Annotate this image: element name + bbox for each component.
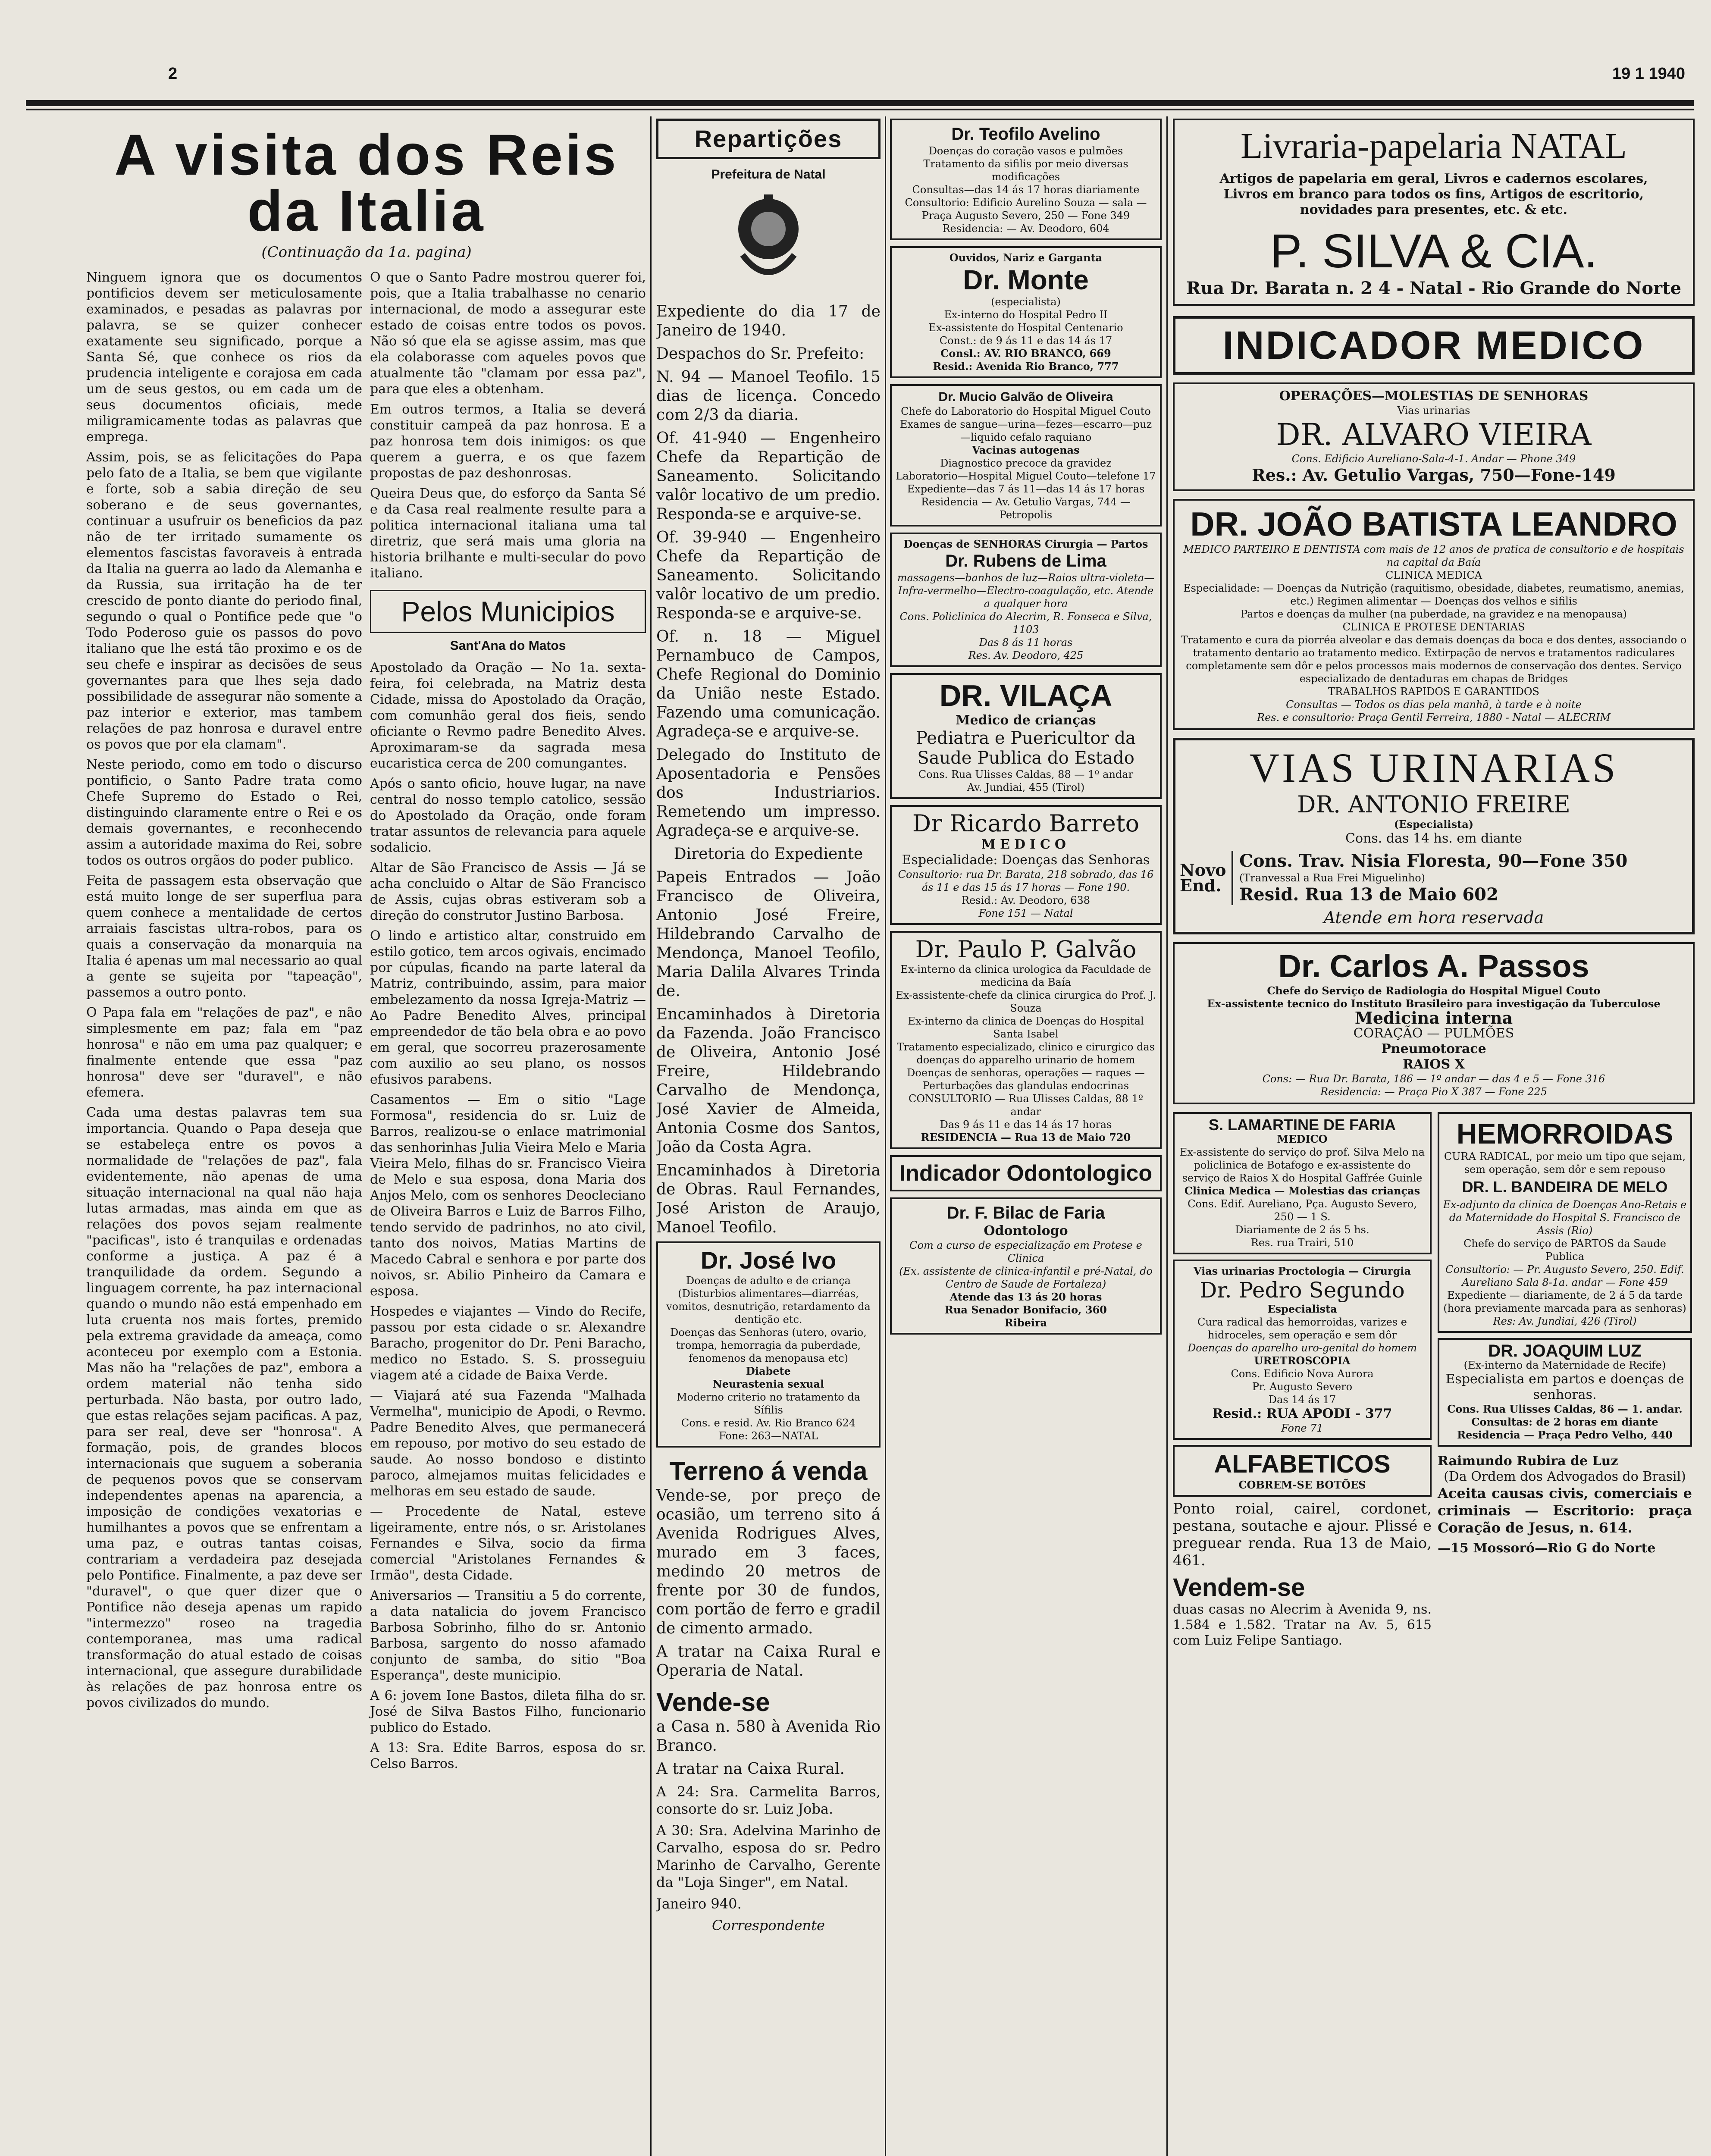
ad-alfabeticos <box>1173 1445 1432 1497</box>
ad-alfabeticos-title: ALFABETICOS <box>1214 1450 1391 1478</box>
ad-line: Fone 71 <box>1281 1422 1323 1434</box>
ad-teofilo <box>890 119 1162 240</box>
ad-line: Fone: 263—NATAL <box>719 1430 818 1442</box>
ad-barreto-name: Dr Ricardo Barreto <box>912 810 1140 837</box>
ad-line: Moderno criterio no tratamento da Sífilis <box>677 1391 860 1416</box>
ad-line: Consultorio: — Pr. Augusto Severo, 250. Edif. Aureliano Sala 8-1a. andar — Fone 459 <box>1445 1263 1684 1288</box>
article-paragraph: O Papa fala em "relações de paz", e não simplesmente em paz; fala em "paz honrosa" e não em uma paz qualquer; e finalmente entende que essa "paz honrosa" deve ser "duravel", e não efemera. <box>86 1005 362 1100</box>
ad-rubira-name: Raimundo Rubira de Luz <box>1438 1454 1618 1469</box>
ad-passos <box>1173 942 1695 1104</box>
ad-line: Tratamento e cura da piorréa alveolar e das demais doenças da boca e dos dentes, associando o tratamento dentario ao tratamento medico. Extirpação de nervos e tratamentos radiculares completamente sem dôr e pelos processos mais modernos de conservação dos dentes. Serviço especializado de dentaduras em chapas de Bridges <box>1181 634 1687 685</box>
ad-line: (Especialista) <box>1394 818 1474 830</box>
ad-line: Av. Jundiai, 455 (Tirol) <box>967 781 1085 793</box>
ad-line: Res: Av. Jundiai, 426 (Tirol) <box>1493 1315 1637 1327</box>
ad-line: Ex-adjunto da clinica de Doenças Ano-Retais e da Maternidade do Hospital S. Francisco de Assis (Rio) <box>1443 1199 1687 1237</box>
ad-line: Das 14 ás 17 <box>1268 1394 1336 1406</box>
ad-line: Pediatra e Puericultor da Saude Publica do Estado <box>916 728 1136 768</box>
ad-indicador-odonto <box>890 1155 1162 1191</box>
ad-line: Residencia — Av. Getulio Vargas, 744 — Petropolis <box>921 496 1131 521</box>
municipios-paragraph: A 13: Sra. Edite Barros, esposa do sr. Celso Barros. <box>370 1740 646 1771</box>
ad-line: Ex-assistente do serviço do prof. Silva Melo na policlinica de Botafogo e ex-assistente do serviço de Raios X do Hospital Gaffrée Guinle <box>1179 1146 1425 1184</box>
ad-vende-title: Vende-se <box>656 1688 770 1717</box>
ad-line: Consultas—das 14 ás 17 horas diariamente <box>912 184 1140 196</box>
ad-terreno-contact: A tratar na Caixa Rural e Operaria de Natal. <box>656 1643 881 1680</box>
ad-hemorroidas-name: DR. L. BANDEIRA DE MELO <box>1462 1178 1668 1196</box>
article-paragraph: Feita de passagem esta observação que está muito longe de ser superflua para quem conhece a mentalidade de certos arraiais fascistas ultra-robos, para os quais a conservação da monarquia na Italia é apenas um mal necessario ao qual a gente se sujeita por "tapeação", passemos a outro ponto. <box>86 873 362 1000</box>
article-col1 <box>86 270 362 1776</box>
reparticoes-column <box>656 119 881 2156</box>
ad-livraria-title: Livraria-papelaria NATAL <box>1241 126 1627 166</box>
ad-livraria <box>1173 119 1695 306</box>
ad-line: Consultorio: Edificio Aurelino Souza — sala — Praça Augusto Severo, 250 — Fone 349 <box>905 197 1147 222</box>
top-rule <box>26 100 1694 106</box>
municipios-title: Pelos Municipios <box>401 595 615 627</box>
ad-vendem-title: Vendem-se <box>1173 1573 1305 1601</box>
ad-line: Expediente—das 7 ás 11—das 14 ás 17 horas <box>907 483 1145 495</box>
ad-vias-urinarias <box>1173 738 1695 934</box>
aniversario-extra: Janeiro 940. <box>656 1896 742 1912</box>
ad-monte <box>890 246 1162 378</box>
ad-terreno-text: Vende-se, por preço de ocasião, um terreno sito á Avenida Rodrigues Alves, murado em 3 faces, medindo 20 metros de frente por 30 de fundos, com portão de ferro e gradil de cimento armado. <box>656 1487 881 1637</box>
ad-mucio <box>890 384 1162 526</box>
ad-line: Partos e doenças da mulher (na puberdade, na gravidez e na menopausa) <box>1241 608 1627 620</box>
ad-hemorroidas <box>1438 1112 1692 1333</box>
ad-line: Consl.: AV. RIO BRANCO, 669 <box>940 347 1111 360</box>
ad-line: Cons. Rua Ulisses Caldas, 88 — 1º andar <box>918 768 1134 780</box>
ad-line: Clinica Medica — Molestias das crianças <box>1184 1185 1420 1197</box>
article-paragraph: Queira Deus que, do esforço da Santa Sé e da Casa real realmente resulte para a politica internacional italiana uma tal diretriz, que será mais uma gloria na historia brilhante e multi-secular do povo italiano. <box>370 486 646 581</box>
ad-line: Ex-interno da clinica de Doenças do Hospital Santa Isabel <box>908 1015 1144 1040</box>
ad-line: (Da Ordem dos Advogados do Brasil) <box>1444 1469 1686 1484</box>
ad-indicador-odonto-title: Indicador Odontologico <box>899 1161 1153 1186</box>
reparticoes-paragraph: Papeis Entrados — João Francisco de Oliveira, Antonio José Freire, Hildebrando Carvalho de Mendonça, Manoel Teofilo, Maria Dalila Alvares Trinda de. <box>656 868 881 1000</box>
ad-line: Expediente — diariamente, de 2 á 5 da tarde (hora previamente marcada para as senhoras) <box>1443 1289 1686 1314</box>
article-paragraph: Assim, pois, se as felicitações do Papa pelo fato de a Italia, se bem que vigilante e forte, sob a sabia direção de seu soberano e de seus governantes, continuar a usufruir os beneficios da paz não de ter irritado sumamente os elementos fascistas favoraveis à entrada da Italia na guerra ao lado da Alemanha e da Russia, sua irritação ha de ter crescido de ponto diante do periodo final, segundo o qual o Pontifice pede que "o Todo Poderoso guie os passos do povo italiano que lhe está tão proximo e os de seu chefe e inspirar as decisões de seus governantes para que lhes seja dado possibilidade de assegurar não somente a paz interior e exterior, mas tambem relações de paz honrosa e duravel entre os povos que por ela clamam". <box>86 450 362 752</box>
ad-line: Medico de crianças <box>956 713 1096 728</box>
ad-line: Fone 151 — Natal <box>978 907 1073 919</box>
doctors-column <box>890 119 1162 2156</box>
ad-alfabeticos-text: Ponto roial, cairel, cordonet, pestana, soutache e ajour. Plissé e preguear renda. Rua 13 de Maio, 461. <box>1173 1500 1432 1569</box>
ad-terreno-title: Terreno á venda <box>669 1457 868 1485</box>
ad-line: Pr. Augusto Severo <box>1252 1381 1353 1393</box>
article-paragraph: Neste periodo, como em todo o discurso pontificio, o Santo Padre trata como Chefe Supremo do Estado o Rei, distinguindo claramente entre o Rei e os demais governantes, e reconhecendo assim a autoridade maxima do Rei, sobre todos os outros orgãos do poder publico. <box>86 757 362 868</box>
ad-monte-name: Dr. Monte <box>963 264 1089 295</box>
ad-line: MEDICO <box>981 837 1071 852</box>
ad-line: Rua Dr. Barata n. 2 4 - Natal - Rio Grande do Norte <box>1186 278 1682 298</box>
ad-line: MEDICO PARTEIRO E DENTISTA com mais de 12 anos de pratica de consultorio e de hospitais na capital da Baía <box>1183 543 1684 568</box>
ad-line: Resid.: RUA APODI - 377 <box>1212 1406 1392 1421</box>
ad-barreto <box>890 805 1162 925</box>
article-paragraph: O que o Santo Padre mostrou querer foi, pois, que a Italia trabalhasse no cenario internacional, de modo a assegurar este estado de coisas entre todos os povos. Não só que ela se agisse assim, mas que ela colaborasse com aqueles povos que atualmente tão "clamam por essa paz", para que eles a obtenham. <box>370 270 646 397</box>
ad-line: Resid. Rua 13 de Maio 602 <box>1239 884 1498 905</box>
municipios-paragraph: Após o santo oficio, houve lugar, na nave central do nosso templo catolico, sessão do Apostolado da Oração, onde foram tratar assuntos de relevancia para aquele sodalicio. <box>370 776 646 855</box>
indicador-medico-box <box>1173 316 1695 375</box>
reparticoes-paragraph: Despachos do Sr. Prefeito: <box>656 345 865 363</box>
ad-line: Cura radical das hemorroidas, varizes e hidroceles, sem operação e sem dôr <box>1197 1316 1407 1341</box>
ad-passos-name: Dr. Carlos A. Passos <box>1278 948 1589 984</box>
ad-line: Das 9 ás 11 e das 14 ás 17 horas <box>940 1119 1112 1131</box>
article-visita <box>86 119 647 2156</box>
ad-line: TRABALHOS RAPIDOS E GARANTIDOS <box>1328 686 1539 698</box>
ad-line: Doenças de SENHORAS Cirurgia — Partos <box>903 538 1148 550</box>
indicador-medico-title: INDICADOR MEDICO <box>1222 323 1645 367</box>
ad-line: Res. rua Trairi, 510 <box>1250 1237 1354 1249</box>
ad-line: Cons. Edificio Nova Aurora <box>1231 1368 1374 1380</box>
ad-rubens <box>890 533 1162 667</box>
ad-line: Diabete <box>746 1365 791 1377</box>
ad-line: Especialidade: — Doenças da Nutrição (raquitismo, obesidade, diabetes, reumatismo, anemias, etc.) Regimen alimentar — Doenças dos velhos e sifilis <box>1183 582 1684 607</box>
ad-line: Exames de sangue—urina—fezes—escarro—puz—liquido cefalo raquiano <box>899 418 1152 443</box>
ad-line: Cons. Edificio Aureliano-Sala-4-1. Andar — Phone 349 <box>1291 453 1576 465</box>
column-rule <box>650 116 652 2156</box>
column-rule <box>885 116 886 2156</box>
ad-line: massagens—banhos de luz—Raios ultra-violeta—Infra-vermelho—Electro-coagulação, etc. Atende a qualquer hora <box>897 572 1155 610</box>
aniversario-extra: A 30: Sra. Adelvina Marinho de Carvalho, esposa do sr. Pedro Marinho de Carvalho, Gerente da "Loja Singer", em Natal. <box>656 1822 881 1890</box>
reparticoes-paragraph: Of. n. 18 — Miguel Pernambuco de Campos, Chefe Regional do Dominio da União neste Estado. Fazendo uma comunicação. Agradeça-se e arquive-se. <box>656 628 881 740</box>
ad-line: RESIDENCIA — Rua 13 de Maio 720 <box>921 1131 1131 1144</box>
date-line: 19 1 1940 <box>1612 65 1685 83</box>
ad-vendem-text: duas casas no Alecrim à Avenida 9, ns. 1.584 e 1.582. Tratar na Av. 5, 615 com Luiz Felipe Santiago. <box>1173 1602 1432 1648</box>
municipios-paragraph: — Viajará até sua Fazenda "Malhada Vermelha", municipio de Apodi, o Revmo. Padre Benedito Alves, que permanecerá em repouso, por motivo do seu estado de saude. Ao nosso bondoso e distinto paroco, almejamos muitas felicidades e melhoras em seu estado de saude. <box>370 1388 646 1499</box>
ad-line: Ouvidos, Nariz e Garganta <box>949 251 1103 264</box>
ad-faria <box>1173 1112 1432 1254</box>
ad-line: Atende em hora reservada <box>1323 908 1544 927</box>
municipios-paragraph: Altar de São Francisco de Assis — Já se acha concluido o Altar de São Francisco de Assis, cujas obras estiveram sob a direção do construtor Justino Barbosa. <box>370 860 646 923</box>
article-paragraph: Cada uma destas palavras tem sua importancia. Quando o Papa deseja que se estabeleça entre os povos a normalidade de "relações de paz", fala evidentemente, não apenas de uma situação internacional na qual não haja lutas armadas, mas ainda em que as relações dos povos sejam realmente "pacificas", isto é tranquilas e ordenadas conforme a justiça. A paz é a tranquilidade da ordem. Segundo a linguagem corrente, ha paz internacional quando o mundo não está empenhado em luta cruenta nos mais fortes, premido pela extrema gravidade da ameaça, como aconteceu por exemplo com a Estonia. Mas não ha "relações de paz", embora a ordem material não tenha sido perturbada. Não basta, por outro lado, que estas relações sejam pacificas. A paz, para ser real, deve ser "honrosa". A formação, pois, de grandes blocos internacionais que suguem a soberania de pequenos povos que se conservam independentes apenas na aparencia, a imposição de condições vexatorias e humilhantes a povos que se enfrentam a uma paz, e outras tantas coisas, contrariam a verdadeira paz desejada pelo Pontifice. Finalmente, a paz deve ser "duravel", o que quer dizer que o Pontifice não deseja apenas um rapido "intermezzo" roseo na tragedia contemporanea, mas uma radical transformação do atual estado de coisas internacional, que assegure durabilidade às relações de paz honrosa entre os povos civilizados do mundo. <box>86 1105 362 1711</box>
ad-line: Diariamente de 2 ás 5 hs. <box>1235 1224 1369 1236</box>
ad-mucio-name: Dr. Mucio Galvão de Oliveira <box>938 390 1113 404</box>
ad-line: CLINICA E PROTESE DENTARIAS <box>1342 621 1525 633</box>
ad-line: Novo <box>1180 860 1226 880</box>
ad-line: Consultorio: rua Dr. Barata, 218 sobrado, das 16 ás 11 e das 15 ás 17 horas — Fone 190. <box>898 868 1154 893</box>
ad-line: Cons. Policlinica do Alecrim, R. Fonseca e Silva, 1103 <box>899 611 1152 636</box>
ad-vende-contact: A tratar na Caixa Rural. <box>656 1760 845 1778</box>
municipios-subtitle: Sant'Ana do Matos <box>450 639 566 653</box>
ad-line: Ex-assistente do Hospital Centenario <box>928 322 1123 334</box>
ad-line: Especialidade: Doenças das Senhoras <box>902 852 1150 868</box>
municipios-paragraph: O lindo e artistico altar, construido em estilo gotico, tem arcos ogivais, encimado por cúpulas, ficando na parte lateral da Matriz, contribuindo, assim, para maior embelezamento da nossa Igreja-Matriz — Ao Padre Benedito Alves, principal empreendedor de tão bela obra e ao povo em geral, que socorreu prazerosamente com auxilio ao seu plano, os nossos efusivos parabens. <box>370 928 646 1087</box>
coat-of-arms-emblem <box>725 190 812 294</box>
reparticoes-paragraph: N. 94 — Manoel Teofilo. 15 dias de licença. Concedo com 2/3 da diaria. <box>656 368 881 424</box>
ad-line: Cons. Trav. Nisia Floresta, 90—Fone 350 <box>1239 851 1628 871</box>
reparticoes-paragraph: Of. 41-940 — Engenheiro Chefe da Repartição de Saneamento. Solicitando valôr locativo de um predio. Responda-se e arquive-se. <box>656 429 881 523</box>
ad-line: MEDICO <box>1277 1133 1328 1145</box>
ad-line: Resid.: Av. Deodoro, 638 <box>962 894 1090 906</box>
article-col2 <box>370 270 646 1776</box>
ad-line: Cons. Rua Ulisses Caldas, 86 — 1. andar. Consultas: de 2 horas em diante <box>1447 1403 1683 1428</box>
ad-line: Doenças de senhoras, operações — raques — Perturbações das glandulas endocrinas <box>907 1067 1145 1092</box>
ad-line: (especialista) <box>991 296 1061 308</box>
reparticoes-paragraph: Encaminhados à Diretoria da Fazenda. João Francisco de Oliveira, Antonio José Freire, Hildebrando Carvalho de Mendonça, José Xavier de Almeida, Antonia Cosme dos Santos, João da Costa Agra. <box>656 1006 881 1156</box>
ad-alvaro <box>1173 382 1695 491</box>
ad-rubira-text: Aceita causas civis, comerciais e criminais — Escritorio: praça Coração de Jesus, n. 614. <box>1438 1485 1692 1536</box>
ad-line: Const.: de 9 ás 11 e das 14 ás 17 <box>939 335 1112 347</box>
reparticoes-subheading: Diretoria do Expediente <box>674 845 863 863</box>
ad-line: Cons. das 14 hs. em diante <box>1345 831 1522 846</box>
ad-faria-dentist <box>890 1197 1162 1335</box>
page-number: 2 <box>168 65 178 83</box>
ad-line: CLINICA MEDICA <box>1385 569 1482 581</box>
ad-line: Chefe do Laboratorio do Hospital Miguel Couto <box>901 405 1151 417</box>
ad-segundo <box>1173 1260 1432 1440</box>
ad-line: OPERAÇÕES—MOLESTIAS DE SENHORAS <box>1279 389 1589 404</box>
ad-line: Pneumotorace <box>1381 1041 1486 1056</box>
column-rule <box>1166 116 1168 2156</box>
ad-line: Ex-interno do Hospital Pedro II <box>944 309 1108 321</box>
aniversario-extra: A 24: Sra. Carmelita Barros, consorte do sr. Luiz Joba. <box>656 1783 881 1817</box>
ad-line: Rua Senador Bonifacio, 360 <box>945 1304 1107 1316</box>
ad-vilaca <box>890 673 1162 799</box>
article-title-line2: da Italia <box>247 179 486 243</box>
ad-line: Doenças das Senhoras (utero, ovario, trompa, hemorragia da puberdade, fenomenos da menopausa etc) <box>670 1326 867 1364</box>
ad-line: Tratamento da sifilis por meio diversas modificações <box>923 158 1128 183</box>
ad-line: (Ex. assistente de clinica-infantil e pré-Natal, do Centro de Saude de Fortaleza) <box>899 1265 1153 1290</box>
ad-line: CONSULTORIO — Rua Ulisses Caldas, 88 1º andar <box>909 1093 1143 1118</box>
ad-line: End. <box>1180 876 1222 895</box>
ad-jose-ivo-name: Dr. José Ivo <box>700 1247 837 1274</box>
ad-galvao-name: Dr. Paulo P. Galvão <box>915 936 1137 963</box>
municipios-paragraph: Aniversarios — Transitiu a 5 do corrente, a data natalicia do jovem Francisco Barbosa Sobrinho, filho do sr. Antonio Barbosa, sargento do nosso afamado conjunto de samba, do sitio "Boa Esperança", deste municipio. <box>370 1588 646 1683</box>
ad-line: Das 8 ás 11 horas <box>979 636 1073 649</box>
ad-line: Ex-assistente tecnico do Instituto Brasileiro para investigação da Tuberculose <box>1207 997 1661 1010</box>
ad-line: Ex-interno da clinica urologica da Faculdade de medicina da Baía <box>900 963 1151 988</box>
reparticoes-paragraph: Of. 39-940 — Engenheiro Chefe da Repartição de Saneamento. Solicitando valôr locativo de um predio. Responda-se e arquive-se. <box>656 529 881 622</box>
ad-rubens-name: Dr. Rubens de Lima <box>945 552 1106 570</box>
ad-line: Ex-assistente-chefe da clinica cirurgica do Prof. J. Souza <box>896 989 1156 1014</box>
reparticoes-paragraph: Expediente do dia 17 de Janeiro de 1940. <box>656 303 881 339</box>
ad-line: CURA RADICAL, por meio um tipo que sejam, sem operação, sem dôr e sem repouso <box>1444 1150 1686 1175</box>
ad-line: Consultas — Todos os dias pela manhã, à tarde e à noite <box>1286 699 1582 711</box>
ad-line: Vacinas autogenas <box>972 444 1080 456</box>
reparticoes-paragraph: Delegado do Instituto de Aposentadoria e Pensões dos Industriarios. Remetendo um impresso. Agradeça-se e arquive-se. <box>656 746 881 840</box>
ad-line: Doenças de adulto e de criança (Disturbios alimentares—diarréas, vomitos, desnutrição, retardamento da dentição etc. <box>666 1275 871 1326</box>
municipios-paragraph: Hospedes e viajantes — Vindo do Recife, passou por esta cidade o sr. Alexandre Baracho, progenitor do Dr. Peni Baracho, medico no Estado. S. S. prosseguiu viagem até a cidade de Baixa Verde. <box>370 1304 646 1383</box>
ad-line: Medicina interna <box>1354 1008 1513 1028</box>
ad-line: Ribeira <box>1004 1316 1047 1329</box>
ad-line: URETROSCOPIA <box>1254 1354 1351 1367</box>
reparticoes-title-box <box>656 119 881 159</box>
ad-vilaca-name: DR. VILAÇA <box>939 679 1112 712</box>
ad-teofilo-name: Dr. Teofilo Avelino <box>951 125 1100 144</box>
ad-line: Resid.: Avenida Rio Branco, 777 <box>933 360 1119 373</box>
municipios-title-box <box>370 590 646 633</box>
municipios-paragraph: Casamentos — Em o sitio "Lage Formosa", residencia do sr. Luiz de Barros, realizou-se o enlace matrimonial das senhorinhas Julia Vieira Melo e Maria Vieira Melo, filhas do sr. Francisco Vieira de Melo e sua esposa, dona Maria dos Anjos Melo, com os senhores Deocleciano de Oliveira Barros e Luiz de Barros Filho, tendo servido de padrinhos, no ato civil, tanto dos noivos, Matias Martins de Macedo Cabral e senhora e por parte dos noivos, sr. Abilio Pinheiro da Camara e esposa. <box>370 1092 646 1299</box>
ad-line: Odontologo <box>984 1223 1068 1238</box>
ad-line: CORAÇÃO — PULMÕES <box>1353 1026 1514 1041</box>
ad-line: Neurastenia sexual <box>712 1378 824 1390</box>
ad-line: Residencia — Praça Pedro Velho, 440 <box>1457 1429 1673 1441</box>
ad-joao-leandro <box>1173 499 1695 730</box>
ad-line: Vias urinarias <box>1397 404 1470 417</box>
ad-line: (Tranvessal a Rua Frei Miguelinho) <box>1239 872 1426 884</box>
ad-jose-ivo <box>656 1241 881 1448</box>
ad-line: Tratamento especializado, clinico e cirurgico das doenças do apparelho urinario de homem <box>896 1041 1155 1066</box>
ad-faria-dentist-name: Dr. F. Bilac de Faria <box>946 1203 1105 1222</box>
ad-rubira-bottom: —15 Mossoró—Rio G do Norte <box>1438 1541 1656 1556</box>
municipios-paragraph: Apostolado da Oração — No 1a. sexta-feira, foi celebrada, na Matriz desta Cidade, missa do Apostolado da Oração, com comunhão geral dos fieis, sendo oficiante o Revmo padre Benedito Alves. Aproximaram-se da sagrada mesa eucaristica cerca de 200 comungantes. <box>370 660 646 771</box>
ad-line: Laboratorio—Hospital Miguel Couto—telefone 17 <box>896 470 1156 482</box>
ad-joaquim-luz <box>1438 1338 1692 1447</box>
top-rule-thin <box>26 109 1694 110</box>
article-paragraph: Em outros termos, a Italia se deverá constituir campeã da paz honrosa. E a paz honrosa tem dois inimigos: os que querem a guerra, e os que fazem propostas de paz deshonrosas. <box>370 402 646 481</box>
ad-line: Cons. Edif. Aureliano, Pça. Augusto Severo, 250 — 1 S. <box>1188 1198 1417 1223</box>
article-title-line1: A visita dos Reis <box>114 123 619 187</box>
ad-joaquim-name: DR. JOAQUIM LUZ <box>1488 1341 1642 1360</box>
ad-line: Residencia: — Praça Pio X 387 — Fone 225 <box>1320 1086 1547 1098</box>
ad-line: Especialista em partos e doenças de senhoras. <box>1445 1372 1684 1402</box>
ad-line: COBREM-SE BOTÕES <box>1238 1479 1366 1491</box>
ad-segundo-name: Dr. Pedro Segundo <box>1200 1278 1405 1303</box>
ad-vias-title: VIAS URINARIAS <box>1249 745 1618 791</box>
ad-alvaro-name: DR. ALVARO VIEIRA <box>1276 417 1592 452</box>
right-ads-column <box>1173 119 1695 2156</box>
correspondente: Correspondente <box>712 1917 825 1934</box>
reparticoes-title: Repartições <box>694 125 843 152</box>
ad-line: Residencia: — Av. Deodoro, 604 <box>942 222 1109 235</box>
ad-line: (Ex-interno da Maternidade de Recife) <box>1463 1359 1666 1371</box>
ad-vias-name: DR. ANTONIO FREIRE <box>1297 791 1570 818</box>
municipios-paragraph: — Procedente de Natal, esteve ligeiramente, entre nós, o sr. Aristolanes Fernandes e Silva, socio da firma comercial "Aristolanes Fernandes & Irmão", desta Cidade. <box>370 1504 646 1583</box>
ad-line: Doenças do coração vasos e pulmões <box>928 145 1123 157</box>
ad-vende-text: a Casa n. 580 à Avenida Rio Branco. <box>656 1718 881 1755</box>
ad-line: Chefe do serviço de PARTOS da Saude Publica <box>1463 1238 1666 1263</box>
ad-line: Artigos de papelaria em geral, Livros e cadernos escolares, Livros em branco para todos os fins, Artigos de escritorio, novidades para presentes, etc. & etc. <box>1219 171 1648 217</box>
ad-line: RAIOS X <box>1403 1057 1465 1072</box>
ad-line: Com a curso de especialização em Protese e Clinica <box>909 1239 1142 1264</box>
ad-line: Vias urinarias Proctologia — Cirurgia <box>1193 1265 1411 1277</box>
ad-line: Doenças do aparelho uro-genital do homem <box>1188 1342 1417 1354</box>
municipios-paragraph: A 6: jovem Ione Bastos, dileta filha do sr. José de Silva Bastos Filho, funcionario publico do Estado. <box>370 1688 646 1735</box>
article-continuation: (Continuação da 1a. pagina) <box>261 244 472 261</box>
reparticoes-paragraph: Encaminhados à Diretoria de Obras. Raul Fernandes, José Ariston de Araujo, Manoel Teofilo. <box>656 1162 881 1236</box>
article-paragraph: Ninguem ignora que os documentos pontificios devem ser meticulosamente examinados, e pesadas as palavras por palavra, se se quizer conhecer exatamente seu significado, porque a Santa Sé, que conhece os rios da prudencia inteligente e corajosa em cada um de seus gestos, ou em cada um de seus documentos oficiais, mede miligramicamente todas as palavras que emprega. <box>86 270 362 445</box>
ad-galvao <box>890 931 1162 1149</box>
ad-joao-leandro-name: DR. JOÃO BATISTA LEANDRO <box>1190 505 1677 543</box>
reparticoes-subtitle: Prefeitura de Natal <box>711 167 826 182</box>
ad-line: Diagnostico precoce da gravidez <box>940 457 1112 469</box>
ad-hemorroidas-title: HEMORROIDAS <box>1456 1118 1673 1150</box>
ad-line: Res.: Av. Getulio Vargas, 750—Fone-149 <box>1252 465 1616 485</box>
ad-line: Res. e consultorio: Praça Gentil Ferreira, 1880 - Natal — ALECRIM <box>1257 711 1611 724</box>
ad-faria-name: S. LAMARTINE DE FARIA <box>1208 1116 1396 1134</box>
ad-line: Cons: — Rua Dr. Barata, 186 — 1º andar — das 4 e 5 — Fone 316 <box>1262 1073 1605 1085</box>
ad-line: Atende das 13 ás 20 horas <box>950 1291 1102 1303</box>
ad-livraria-owner: P. SILVA & CIA. <box>1270 225 1598 278</box>
ad-line: Especialista <box>1267 1303 1337 1315</box>
ad-line: Res. Av. Deodoro, 425 <box>968 649 1084 661</box>
ad-line: Chefe do Serviço de Radiologia do Hospital Miguel Couto <box>1267 984 1601 997</box>
ad-line: Cons. e resid. Av. Rio Branco 624 <box>681 1417 856 1429</box>
